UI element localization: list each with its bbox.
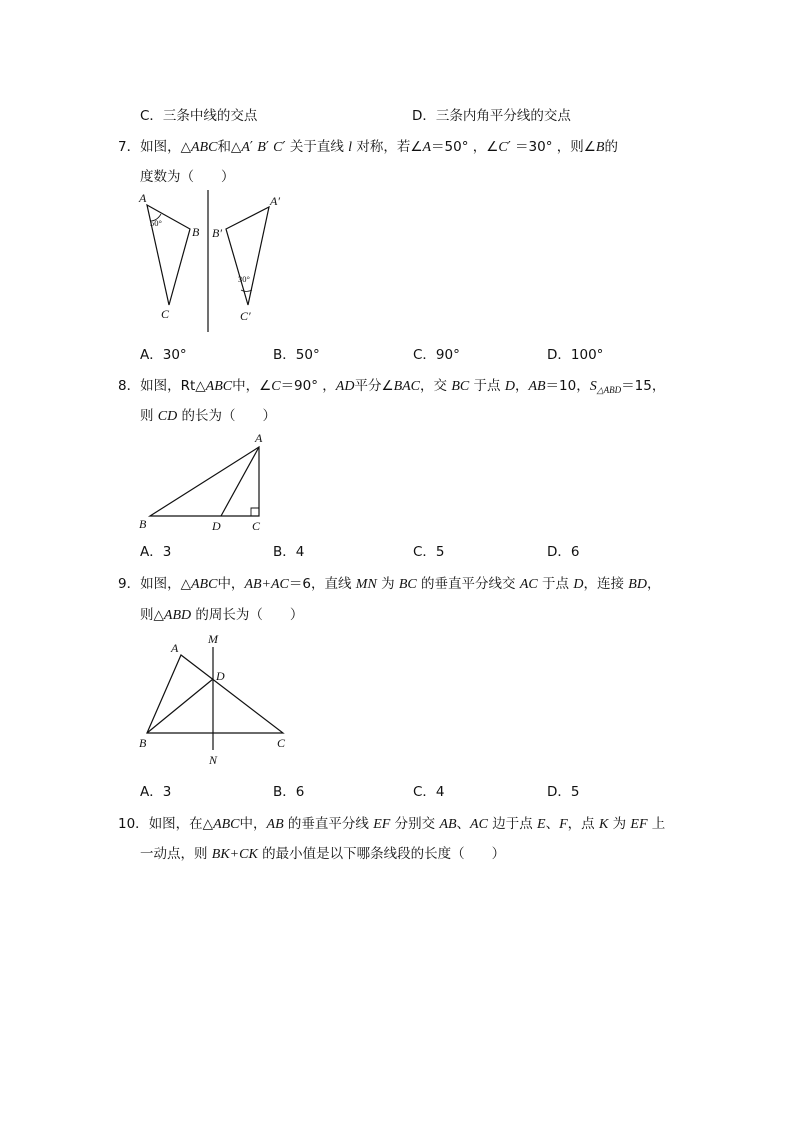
q9-option-b: B．6 xyxy=(273,784,305,800)
question-9-line2: 则△ABD 的周长为（ ） xyxy=(140,607,304,623)
option-c: C．三条中线的交点 xyxy=(140,108,258,124)
q7-option-a: A．30° xyxy=(140,347,187,363)
svg-text:A′: A′ xyxy=(270,194,280,208)
question-9-text: 9．如图，△ABC中，AB+AC＝6，直线 MN 为 BC 的垂直平分线交 AC 于点 D，连接 BD， xyxy=(118,576,661,592)
q7-option-b: B．50° xyxy=(273,347,320,363)
q8-option-d: D．6 xyxy=(547,544,580,560)
svg-text:B′: B′ xyxy=(212,226,222,240)
svg-text:M: M xyxy=(208,632,218,646)
svg-text:C: C xyxy=(277,736,286,750)
q9-option-a: A．3 xyxy=(140,784,172,800)
svg-text:D: D xyxy=(216,669,225,683)
svg-text:D: D xyxy=(212,519,221,533)
question-7-line2: 度数为（ ） xyxy=(140,169,235,185)
svg-text:B: B xyxy=(139,517,147,531)
svg-text:50°: 50° xyxy=(150,218,162,228)
svg-text:N: N xyxy=(209,753,218,767)
svg-text:30°: 30° xyxy=(238,274,250,284)
svg-text:A: A xyxy=(139,191,147,205)
question-8-text: 8．如图，Rt△ABC中，∠C＝90° ，AD平分∠BAC，交 BC 于点 D，AB＝10，$S_{\triangle ABD}=15$， xyxy=(118,378,666,395)
q8-option-b: B．4 xyxy=(273,544,305,560)
question-8-line2: 则 CD 的长为（ ） xyxy=(140,408,277,424)
svg-text:C: C xyxy=(161,307,170,321)
svg-text:A: A xyxy=(255,431,263,445)
q7-option-c: C．90° xyxy=(413,347,460,363)
svg-text:B: B xyxy=(139,736,147,750)
svg-text:B: B xyxy=(192,225,200,239)
svg-text:C: C xyxy=(252,519,261,533)
svg-text:C′: C′ xyxy=(240,309,251,323)
q9-option-c: C．4 xyxy=(413,784,445,800)
q8-option-c: C．5 xyxy=(413,544,445,560)
question-7-text: 7．如图，△ABC和△A′ B′ C′ 关于直线 l 对称，若∠A＝50° ，∠C′ ＝30° ，则∠B的 xyxy=(118,139,618,155)
question-10-text: 10．如图，在△ABC中，AB 的垂直平分线 EF 分别交 AB、AC 边于点 E、F，点 K 为 EF 上 xyxy=(118,816,666,832)
q9-option-d: D．5 xyxy=(547,784,580,800)
q8-option-a: A．3 xyxy=(140,544,172,560)
option-d: D．三条内角平分线的交点 xyxy=(412,108,571,124)
question-10-line2: 一动点，则 BK+CK 的最小值是以下哪条线段的长度（ ） xyxy=(140,846,506,862)
svg-text:A: A xyxy=(171,641,179,655)
q7-option-d: D．100° xyxy=(547,347,604,363)
